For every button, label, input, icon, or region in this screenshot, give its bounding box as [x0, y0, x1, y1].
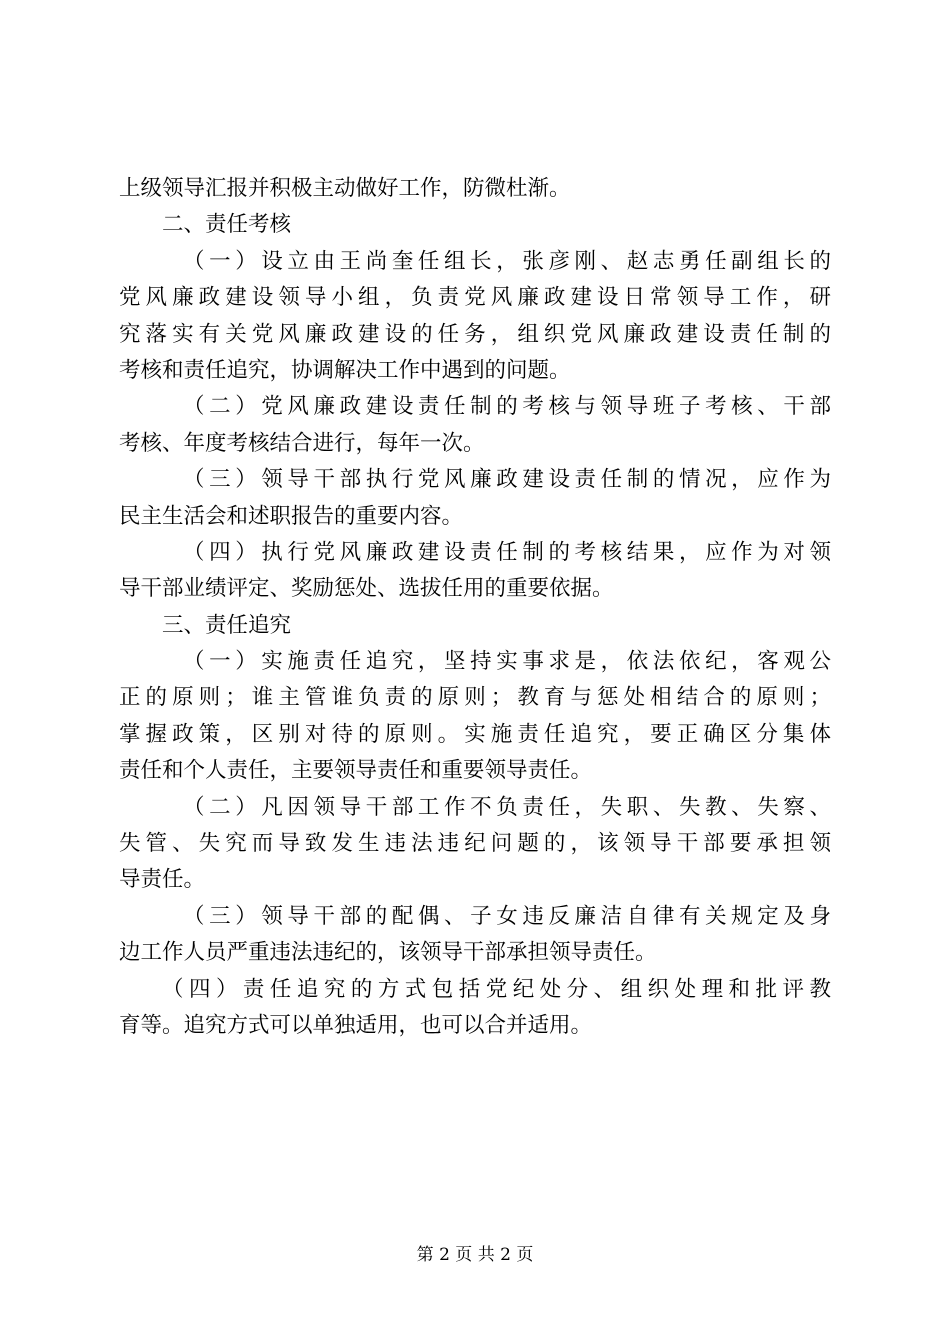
paragraph-line: 边工作人员严重违法违纪的，该领导干部承担领导责任。: [119, 940, 657, 966]
paragraph-line: （三）领导干部执行党风廉政建设责任制的情况，应作为: [183, 467, 831, 493]
paragraph-line: 考核和责任追究，协调解决工作中遇到的问题。: [119, 357, 571, 383]
paragraph-line: 育等。追究方式可以单独适用，也可以合并适用。: [119, 1012, 593, 1038]
paragraph-line: 失管、失究而导致发生违法违纪问题的，该领导干部要承担领: [119, 831, 831, 857]
document-body: [119, 171, 831, 1044]
paragraph-line: （四）责任追究的方式包括党纪处分、组织处理和批评教: [162, 976, 831, 1002]
paragraph-line: （一）设立由王尚奎任组长，张彦刚、赵志勇任副组长的: [183, 248, 831, 274]
paragraph-line: 导干部业绩评定、奖励惩处、选拔任用的重要依据。: [119, 576, 614, 602]
paragraph-line: （一）实施责任追究，坚持实事求是，依法依纪，客观公: [183, 649, 831, 675]
paragraph-line: 考核、年度考核结合进行，每年一次。: [119, 430, 485, 456]
paragraph-line: 掌握政策，区别对待的原则。实施责任追究，要正确区分集体: [119, 721, 831, 747]
page-number-footer: 第 2 页 共 2 页: [416, 1245, 534, 1265]
paragraph-line: 党风廉政建设领导小组，负责党风廉政建设日常领导工作，研: [119, 285, 831, 311]
paragraph-line: 民主生活会和述职报告的重要内容。: [119, 503, 464, 529]
paragraph-line: 正的原则；谁主管谁负责的原则；教育与惩处相结合的原则；: [119, 685, 831, 711]
paragraph-line: 责任和个人责任，主要领导责任和重要领导责任。: [119, 758, 593, 784]
section-heading-responsibility-assessment: 二、责任考核: [162, 212, 292, 238]
paragraph-line: 导责任。: [119, 867, 206, 893]
paragraph-line: （二）党风廉政建设责任制的考核与领导班子考核、干部: [183, 394, 831, 420]
paragraph-line: 上级领导汇报并积极主动做好工作，防微杜渐。: [119, 176, 571, 201]
paragraph-line: 究落实有关党风廉政建设的任务，组织党风廉政建设责任制的: [119, 321, 831, 347]
section-heading-responsibility-accountability: 三、责任追究: [162, 612, 292, 638]
paragraph-line: （三）领导干部的配偶、子女违反廉洁自律有关规定及身: [183, 903, 831, 929]
paragraph-line: （二）凡因领导干部工作不负责任，失职、失教、失察、: [183, 794, 831, 820]
paragraph-line: （四）执行党风廉政建设责任制的考核结果，应作为对领: [183, 539, 831, 565]
